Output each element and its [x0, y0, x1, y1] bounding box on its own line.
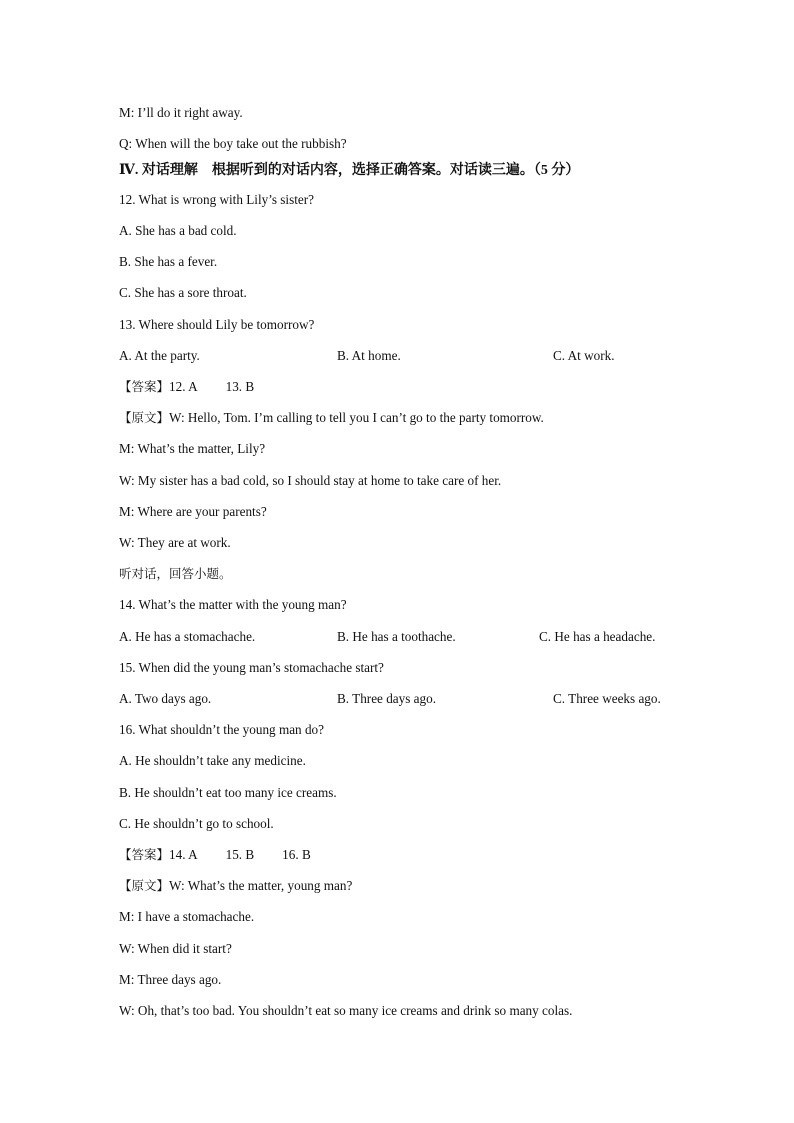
option-15b: B. Three days ago.: [337, 691, 437, 706]
options-14: [119, 628, 679, 646]
option-16a: A. He shouldn’t take any medicine.: [119, 753, 306, 768]
question-14: 14. What’s the matter with the young man?: [119, 597, 347, 612]
options-13: [119, 347, 679, 365]
transcript-row-1: [119, 409, 544, 427]
transcript-line: W: What’s the matter, young man?: [169, 878, 353, 893]
question-16: 16. What shouldn’t the young man do?: [119, 722, 324, 737]
answer-16: 16. B: [282, 847, 311, 862]
dialogue-line: W: They are at work.: [119, 535, 231, 550]
question-13: 13. Where should Lily be tomorrow?: [119, 317, 315, 332]
dialogue-line: M: Three days ago.: [119, 972, 222, 987]
option-14b: B. He has a toothache.: [337, 629, 456, 644]
option-16c: C. He shouldn’t go to school.: [119, 816, 274, 831]
transcript-row-2: [119, 877, 352, 895]
options-15: [119, 690, 679, 708]
answer-label: 【答案】: [119, 379, 170, 394]
answer-label: 【答案】: [119, 847, 170, 862]
dialogue-line: W: My sister has a bad cold, so I should stay at home to take care of her.: [119, 473, 502, 488]
dialogue-line: M: I’ll do it right away.: [119, 105, 243, 120]
answer-14: 14. A: [169, 847, 198, 862]
option-12a: A. She has a bad cold.: [119, 223, 237, 238]
answer-row-1: [119, 378, 254, 396]
question-15: 15. When did the young man’s stomachache start?: [119, 660, 384, 675]
option-13a: A. At the party.: [119, 348, 200, 363]
option-16b: B. He shouldn’t eat too many ice creams.: [119, 785, 337, 800]
option-12b: B. She has a fever.: [119, 254, 218, 269]
instruction-line: 听对话，回答小题。: [119, 566, 232, 581]
answer-12: 12. A: [169, 379, 198, 394]
option-13c: C. At work.: [553, 348, 615, 363]
transcript-line: W: Hello, Tom. I’m calling to tell you I can’t go to the party tomorrow.: [169, 410, 544, 425]
answer-13: 13. B: [225, 379, 255, 394]
option-14a: A. He has a stomachache.: [119, 629, 256, 644]
transcript-label: 【原文】: [119, 878, 170, 893]
dialogue-line: M: Where are your parents?: [119, 504, 267, 519]
option-15c: C. Three weeks ago.: [553, 691, 661, 706]
dialogue-line: W: When did it start?: [119, 941, 232, 956]
section-heading: Ⅳ. 对话理解 根据听到的对话内容，选择正确答案。对话读三遍。（5 分）: [119, 163, 580, 178]
dialogue-line: M: What’s the matter, Lily?: [119, 441, 266, 456]
question-12: 12. What is wrong with Lily’s sister?: [119, 192, 314, 207]
answer-row-2: [119, 846, 311, 864]
dialogue-line: M: I have a stomachache.: [119, 909, 255, 924]
dialogue-line: W: Oh, that’s too bad. You shouldn’t eat so many ice creams and drink so many colas.: [119, 1003, 573, 1018]
answer-15: 15. B: [225, 847, 255, 862]
option-13b: B. At home.: [337, 348, 401, 363]
transcript-label: 【原文】: [119, 410, 170, 425]
option-12c: C. She has a sore throat.: [119, 285, 247, 300]
option-15a: A. Two days ago.: [119, 691, 212, 706]
question-line: Q: When will the boy take out the rubbish?: [119, 136, 347, 151]
option-14c: C. He has a headache.: [539, 629, 656, 644]
